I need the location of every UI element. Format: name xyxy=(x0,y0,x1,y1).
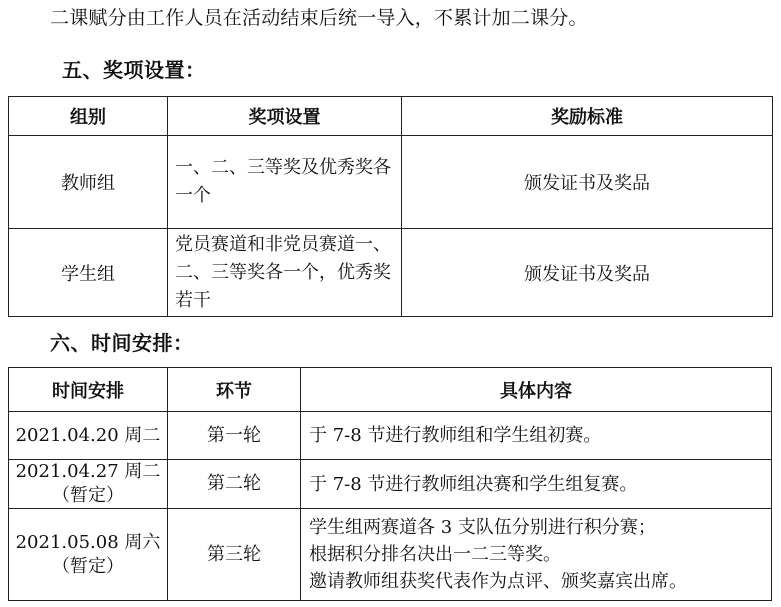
schedule-row-round-1 xyxy=(9,412,772,460)
schedule-header-row xyxy=(9,368,772,412)
schedule-section-title: 六、时间安排： xyxy=(50,331,194,355)
schedule-time-date: 2021.05.08 周六 xyxy=(15,531,161,553)
awards-row-teacher xyxy=(9,136,773,229)
schedule-cell-stage: 第一轮 xyxy=(168,412,301,460)
awards-header-setting: 奖项设置 xyxy=(168,97,402,136)
schedule-content-line: 邀请教师组获奖代表作为点评、颁奖嘉宾出席。 xyxy=(309,571,687,592)
schedule-cell-time xyxy=(9,460,168,509)
schedule-row-round-3 xyxy=(9,509,772,601)
awards-header-row xyxy=(9,97,773,136)
awards-table xyxy=(8,96,773,317)
awards-row-student xyxy=(9,229,773,317)
schedule-cell-time xyxy=(9,509,168,601)
awards-cell-standard: 颁发证书及奖品 xyxy=(402,136,773,229)
schedule-cell-content xyxy=(301,412,772,460)
awards-header-group: 组别 xyxy=(9,97,168,136)
schedule-cell-content xyxy=(301,460,772,509)
schedule-header-time: 时间安排 xyxy=(9,368,168,412)
awards-cell-group: 学生组 xyxy=(9,229,168,317)
schedule-row-round-2 xyxy=(9,460,772,509)
schedule-cell-stage: 第二轮 xyxy=(168,460,301,509)
schedule-cell-content xyxy=(301,509,772,601)
schedule-header-stage: 环节 xyxy=(168,368,301,412)
awards-cell-group: 教师组 xyxy=(9,136,168,229)
awards-cell-setting: 一、二、三等奖及优秀奖各一个 xyxy=(168,136,402,229)
schedule-content-line: 学生组两赛道各 3 支队伍分别进行积分赛； xyxy=(309,517,656,538)
schedule-cell-time xyxy=(9,412,168,460)
schedule-content-line: 于 7-8 节进行教师组和学生组初赛。 xyxy=(309,425,602,446)
schedule-cell-stage: 第三轮 xyxy=(168,509,301,601)
awards-cell-standard: 颁发证书及奖品 xyxy=(402,229,773,317)
schedule-time-date: 2021.04.27 周二 xyxy=(15,461,161,482)
schedule-time-note: （暂定） xyxy=(52,555,124,577)
schedule-time-note: （暂定） xyxy=(52,485,124,506)
awards-cell-setting: 党员赛道和非党员赛道一、二、三等奖各一个，优秀奖若干 xyxy=(168,229,402,317)
schedule-table xyxy=(8,367,772,601)
awards-section-title: 五、奖项设置： xyxy=(62,58,206,82)
intro-paragraph: 二课赋分由工作人员在活动结束后统一导入，不累计加二课分。 xyxy=(50,7,588,29)
schedule-time-date: 2021.04.20 周二 xyxy=(15,424,161,446)
awards-header-standard: 奖励标准 xyxy=(402,97,773,136)
schedule-content-line: 根据积分排名决出一二三等奖。 xyxy=(309,544,561,565)
schedule-header-content: 具体内容 xyxy=(301,368,772,412)
schedule-content-line: 于 7-8 节进行教师组决赛和学生组复赛。 xyxy=(309,473,638,495)
